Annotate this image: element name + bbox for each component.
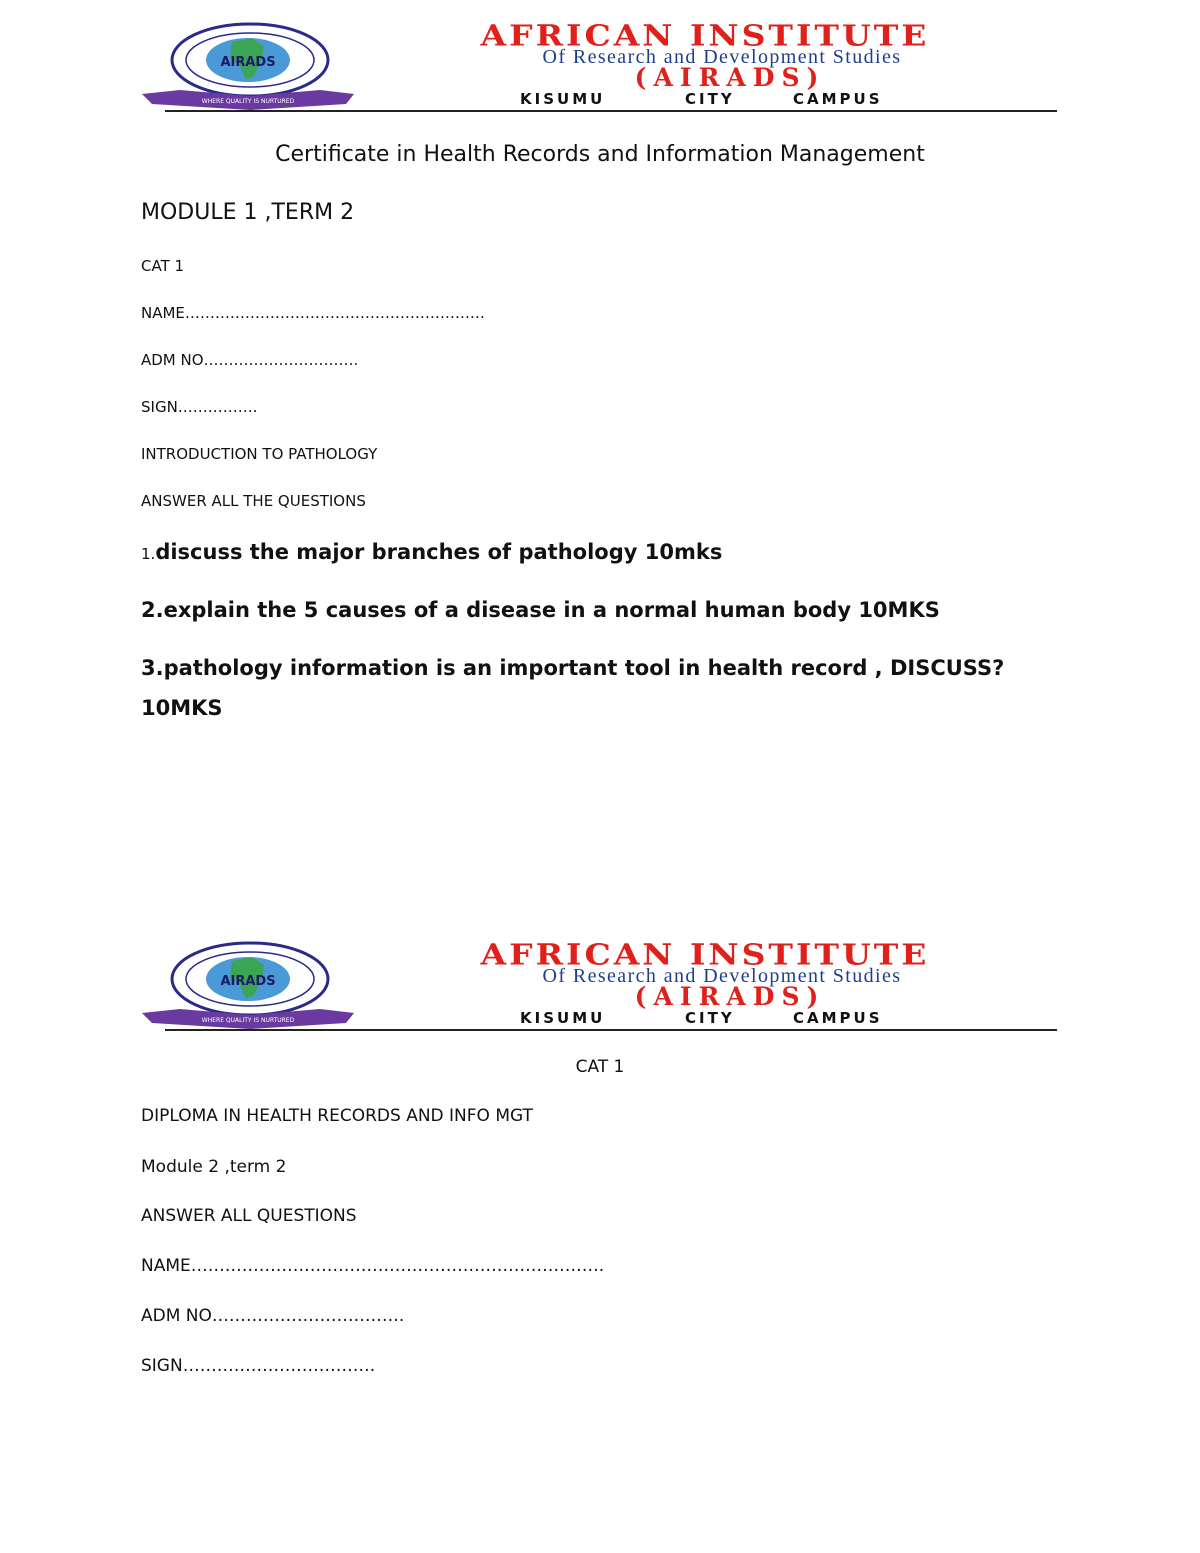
instructions: ANSWER ALL THE QUESTIONS (141, 492, 366, 510)
institute-subtitle: Of Research and Development Studies (542, 965, 902, 987)
logo-center-text: AIRADS (220, 974, 276, 989)
campus-line (520, 1009, 883, 1027)
question-1 (141, 540, 722, 564)
subject-title: INTRODUCTION TO PATHOLOGY (141, 445, 378, 463)
logo-ribbon-text: WHERE QUALITY IS NURTURED (201, 1017, 295, 1024)
logo-ribbon-text: WHERE QUALITY IS NURTURED (201, 98, 295, 105)
airads-seal-logo-icon (140, 939, 356, 1033)
campus-word: KISUMU (520, 1009, 606, 1027)
campus-word: KISUMU (520, 90, 606, 108)
institute-abbr: (AIRADS) (634, 982, 826, 1011)
name-field: NAME………………………………………………………………. (141, 1256, 605, 1276)
campus-word: CITY (685, 90, 735, 108)
campus-word: CAMPUS (793, 90, 883, 108)
campus-line (520, 90, 883, 108)
instructions: ANSWER ALL QUESTIONS (141, 1206, 357, 1226)
institute-header (140, 18, 1060, 118)
question-number: 1. (141, 545, 156, 563)
campus-word: CITY (685, 1009, 735, 1027)
module-term: Module 2 ,term 2 (141, 1157, 287, 1177)
cat-label: CAT 1 (575, 1057, 625, 1077)
question-3-marks: 10MKS (141, 696, 223, 720)
adm-no-field: ADM NO……………………………. (141, 1306, 405, 1326)
institute-subtitle: Of Research and Development Studies (542, 46, 902, 68)
cat-label: CAT 1 (141, 257, 185, 275)
question-text: discuss the major branches of pathology 10mks (155, 540, 723, 564)
question-3: 3.pathology information is an important tool in health record , DISCUSS? (141, 656, 1005, 680)
logo-center-text: AIRADS (220, 55, 276, 70)
institute-name: AFRICAN INSTITUTE (480, 937, 930, 972)
institute-header (140, 937, 1060, 1037)
module-term: MODULE 1 ,TERM 2 (141, 200, 355, 225)
institute-name: AFRICAN INSTITUTE (480, 18, 930, 53)
question-2: 2.explain the 5 causes of a disease in a normal human body 10MKS (141, 598, 940, 622)
campus-word: CAMPUS (793, 1009, 883, 1027)
adm-no-field: ADM NO…………………………. (141, 351, 359, 369)
course-title: Certificate in Health Records and Information Management (275, 142, 925, 167)
sign-field: SIGN……………………………. (141, 1356, 376, 1376)
institute-abbr: (AIRADS) (634, 63, 826, 92)
name-field: NAME…………………………………………………… (141, 304, 485, 322)
course-title: DIPLOMA IN HEALTH RECORDS AND INFO MGT (141, 1106, 533, 1126)
airads-seal-logo-icon (140, 20, 356, 114)
header-divider (165, 110, 1057, 112)
header-divider (165, 1029, 1057, 1031)
sign-field: SIGN……………. (141, 398, 258, 416)
